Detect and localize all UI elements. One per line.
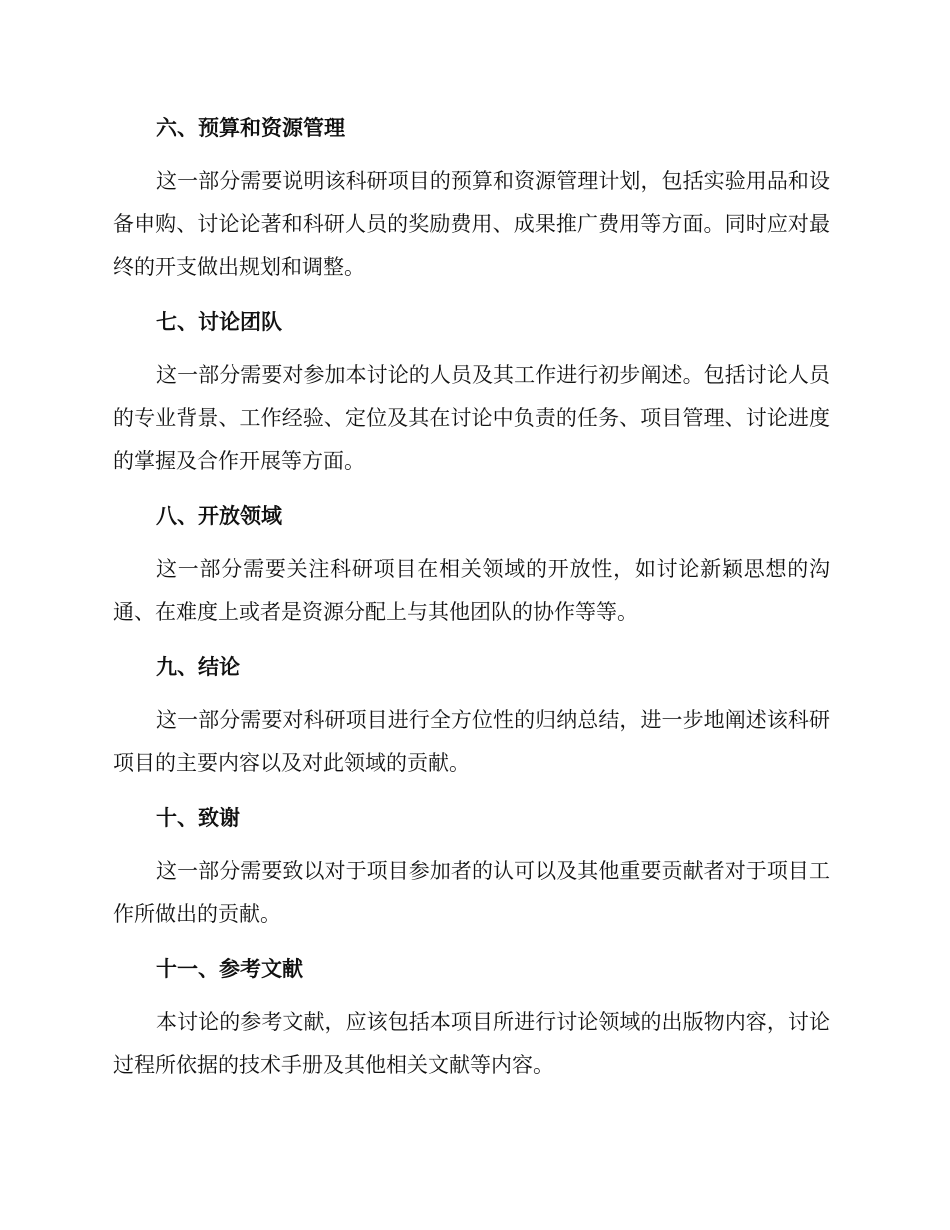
paragraph-line: 通、在难度上或者是资源分配上与其他团队的协作等等。 (113, 600, 638, 624)
paragraph-line: 这一部分需要致以对于项目参加者的认可以及其他重要贡献者对于项目 (156, 859, 809, 883)
paragraph-line: 员的专业背景、工作经验、定位及其在讨论中负责的任务、项目管理、讨论 (113, 363, 830, 430)
section-open-field (113, 496, 830, 634)
paragraph-line: 这一部分需要对科研项目进行全方位性的归纳总结，进一步地阐述该科 (156, 708, 809, 732)
paragraph-line: 论过程所依据的技术手册及其他相关文献等内容。 (113, 1010, 830, 1077)
section-paragraph (113, 548, 830, 634)
paragraph-line: 工作所做出的贡献。 (113, 859, 830, 926)
section-paragraph (113, 354, 830, 483)
section-heading: 七、讨论团队 (156, 310, 282, 334)
section-heading: 九、结论 (156, 655, 240, 679)
section-heading: 六、预算和资源管理 (156, 116, 345, 140)
section-heading: 十、致谢 (156, 806, 240, 830)
section-paragraph (113, 1001, 830, 1087)
section-heading: 八、开放领域 (156, 504, 282, 528)
section-conclusion (113, 647, 830, 785)
paragraph-line: 本讨论的参考文献，应该包括本项目所进行讨论领域的出版物内容，讨 (156, 1010, 809, 1034)
section-paragraph (113, 850, 830, 936)
paragraph-line: 研项目的主要内容以及对此领域的贡献。 (113, 708, 830, 775)
section-team (113, 302, 830, 483)
section-paragraph (113, 160, 830, 289)
paragraph-line: 这一部分需要说明该科研项目的预算和资源管理计划，包括实验用品和 (156, 169, 809, 193)
paragraph-line: 对最终的开支做出规划和调整。 (113, 212, 830, 279)
paragraph-line: 设备申购、讨论论著和科研人员的奖励费用、成果推广费用等方面。同时应 (113, 169, 830, 236)
section-heading: 十一、参考文献 (156, 957, 303, 981)
paragraph-line: 这一部分需要对参加本讨论的人员及其工作进行初步阐述。包括讨论人 (156, 363, 809, 387)
section-budget (113, 108, 830, 289)
paragraph-line: 进度的掌握及合作开展等方面。 (113, 406, 830, 473)
section-paragraph (113, 699, 830, 785)
document-body (113, 108, 830, 1100)
paragraph-line: 这一部分需要关注科研项目在相关领域的开放性，如讨论新颖思想的沟 (156, 557, 830, 581)
section-references (113, 949, 830, 1087)
section-acknowledgements (113, 798, 830, 936)
